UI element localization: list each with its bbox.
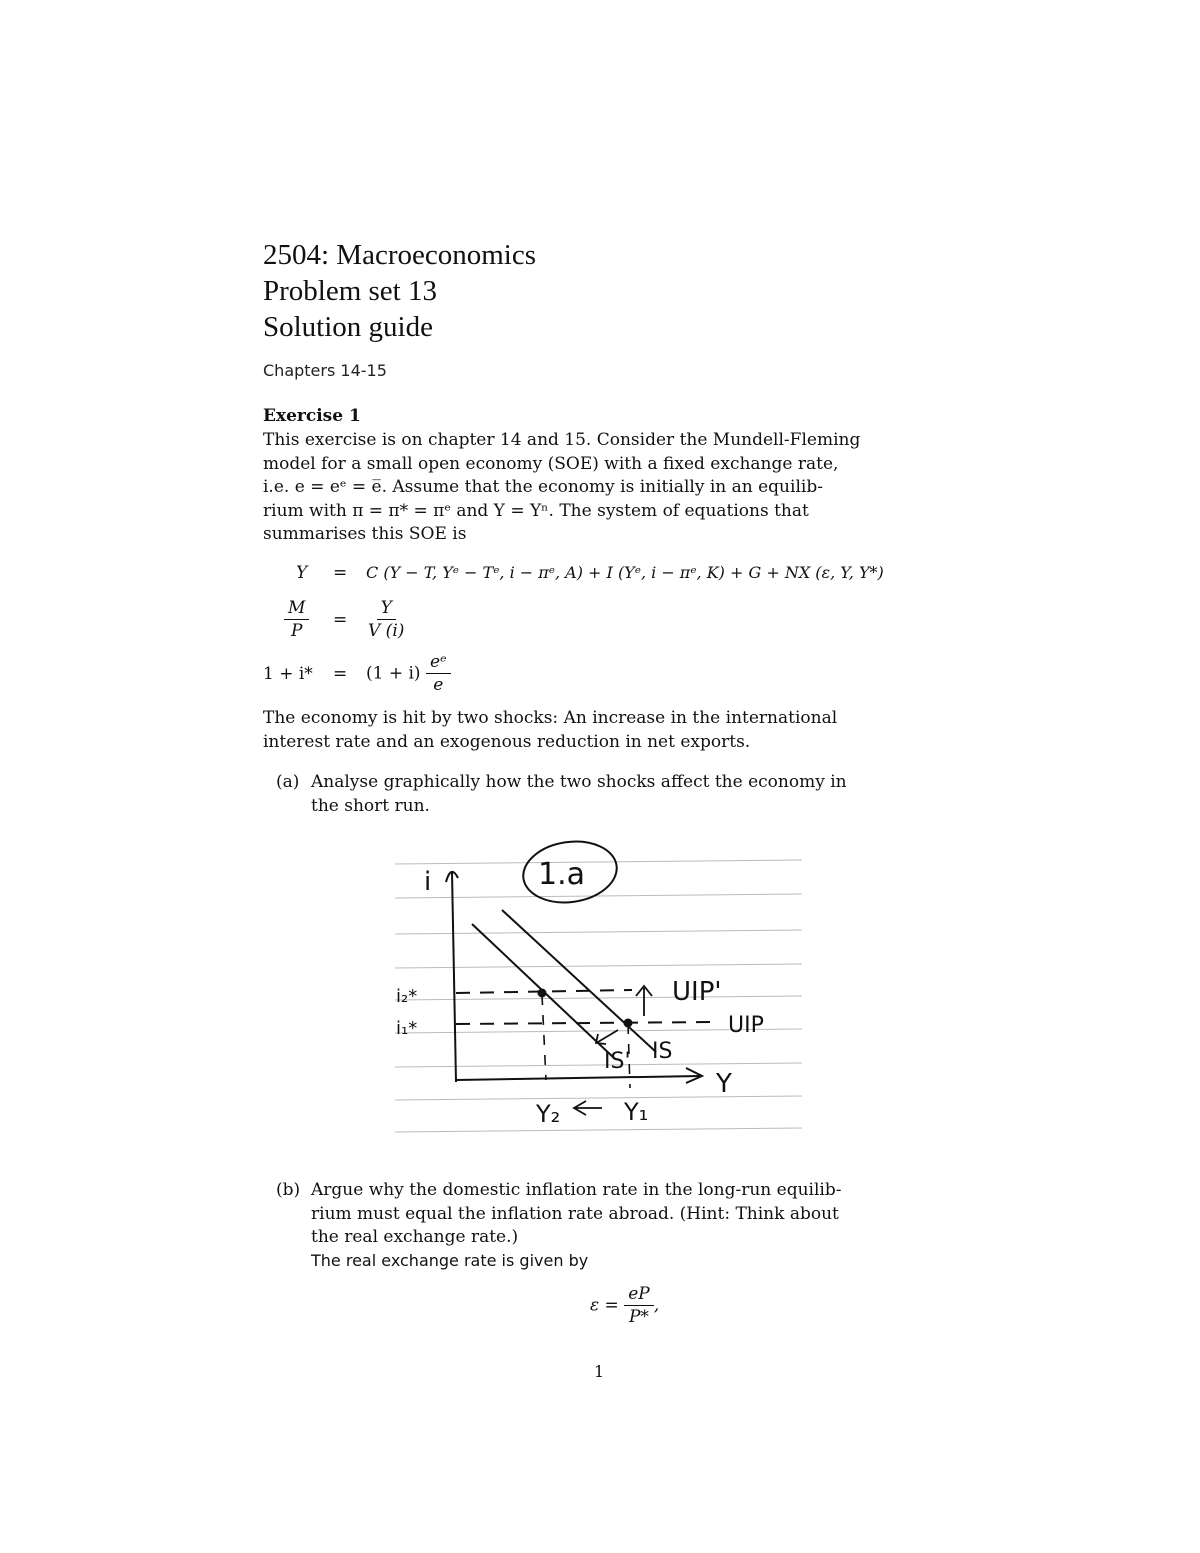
eq2-rhs [364, 598, 408, 641]
part-b-answer: The real exchange rate is given by [311, 1251, 589, 1270]
eq1-lhs: Y [296, 563, 308, 583]
y-axis-label: i [424, 867, 432, 897]
exercise-heading: Exercise 1 [263, 406, 361, 426]
eq2-lhs [284, 598, 309, 641]
eq3-rhs-pre: (1 + i) [366, 663, 421, 684]
y-axis [452, 872, 456, 1082]
eq3-rhs [366, 652, 451, 695]
intro-line: rium with π = π* = πᵉ and Y = Yⁿ. The system of equations that [263, 500, 809, 521]
eq2-rhs-den: V (i) [368, 621, 405, 641]
uip-line [456, 1022, 712, 1024]
i2-label: i₂* [396, 986, 418, 1007]
exercise-intro [263, 429, 943, 547]
eq1-rhs: C (Y − T, Yᵉ − Tᵉ, i − πᵉ, A) + I (Yᵉ, i − πᵉ, K) + G + NX (ε, Y, Y*) [366, 563, 884, 582]
shocks-paragraph [263, 707, 943, 754]
formula-num: eP [624, 1284, 654, 1306]
course-title: 2504: Macroeconomics [263, 239, 537, 271]
part-a-text [311, 771, 951, 818]
equilibrium-point-2 [538, 989, 547, 998]
intro-line: summarises this SOE is [263, 524, 467, 544]
solution-guide-title: Solution guide [263, 311, 433, 343]
formula-lhs: ε = [590, 1295, 619, 1316]
up-arrow [636, 986, 652, 1016]
part-a-line: Analyse graphically how the two shocks affect the economy in [311, 772, 847, 792]
real-exchange-rate-formula [590, 1284, 659, 1327]
eq2-equals: = [333, 610, 348, 630]
problem-set-title: Problem set 13 [263, 275, 437, 307]
eq1-equals: = [333, 563, 348, 583]
part-b-line: rium must equal the inflation rate abroad. (Hint: Think about [311, 1203, 839, 1224]
part-b-label: (b) [276, 1180, 301, 1200]
equilibrium-point-1 [624, 1019, 633, 1028]
uip-label: UIP [728, 1013, 764, 1038]
chapters-note: Chapters 14-15 [263, 361, 387, 380]
x-axis [456, 1076, 700, 1080]
formula-den: P* [628, 1307, 649, 1327]
part-b-line: the real exchange rate.) [311, 1227, 519, 1247]
shift-arrow [596, 1030, 618, 1044]
eq2-lhs-den: P [290, 621, 303, 641]
intro-line: model for a small open economy (SOE) with a fixed exchange rate, [263, 453, 839, 474]
left-arrow [574, 1101, 602, 1115]
eq2-rhs-num: Y [377, 598, 396, 620]
eq3-equals: = [333, 664, 348, 684]
y2-label: Y₂ [536, 1100, 561, 1128]
is-label: IS [652, 1039, 673, 1064]
intro-line: This exercise is on chapter 14 and 15. Consider the Mundell-Fleming [263, 430, 861, 450]
part-b-text [311, 1179, 951, 1250]
uip-new-label: UIP' [672, 977, 722, 1007]
intro-line: i.e. e = eᵉ = e̅. Assume that the economy is initially in an equilib- [263, 477, 823, 497]
y2-guide [542, 995, 546, 1080]
handwritten-is-uip-sketch [390, 830, 810, 1140]
is-new-label: IS' [604, 1049, 631, 1074]
eq3-rhs-den: e [433, 675, 444, 695]
eq2-lhs-num: M [284, 598, 309, 620]
shocks-line: interest rate and an exogenous reduction in net exports. [263, 731, 751, 752]
y1-label: Y₁ [624, 1098, 649, 1126]
eq3-lhs: 1 + i* [263, 664, 313, 684]
i1-label: i₁* [396, 1018, 418, 1039]
formula-tail: , [653, 1295, 660, 1316]
x-axis-label: Y [716, 1069, 732, 1099]
shocks-line: The economy is hit by two shocks: An increase in the international [263, 708, 838, 728]
part-a-label: (a) [276, 772, 300, 792]
badge-label: 1.a [538, 857, 586, 892]
eq3-rhs-num: eᵉ [426, 652, 451, 674]
ruled-lines [395, 860, 802, 1132]
part-a-line: the short run. [311, 795, 430, 816]
page-number: 1 [594, 1362, 605, 1381]
part-b-line: Argue why the domestic inflation rate in the long-run equilib- [311, 1180, 842, 1200]
